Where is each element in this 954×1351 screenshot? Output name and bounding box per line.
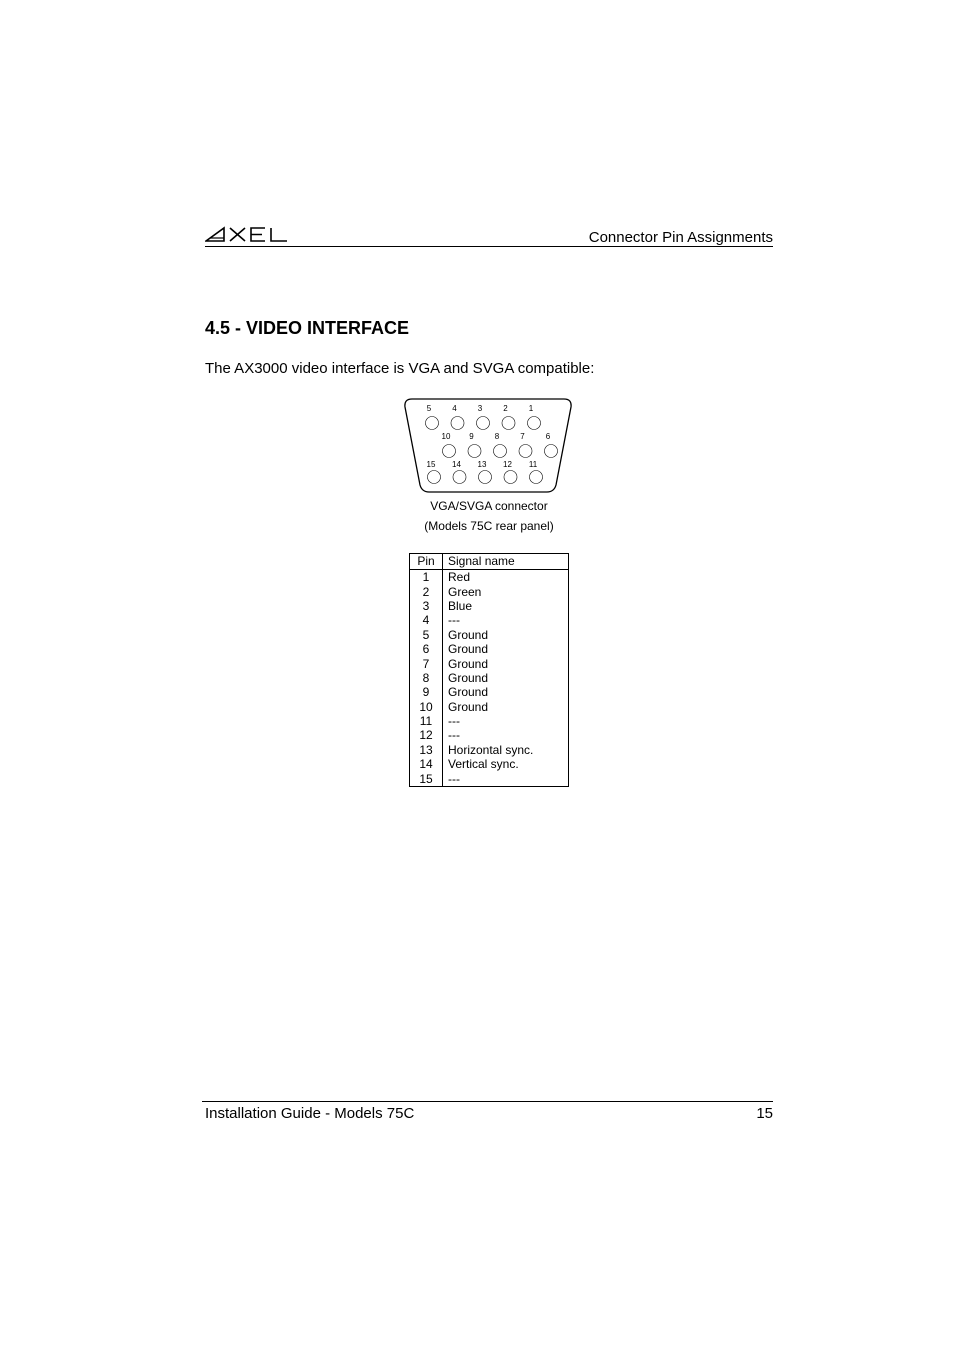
vga-connector-diagram bbox=[400, 395, 576, 495]
pin-label: 1 bbox=[528, 404, 534, 413]
table-row bbox=[410, 743, 569, 757]
pin-number: 9 bbox=[410, 685, 443, 699]
table-row bbox=[410, 685, 569, 699]
signal-name: Blue bbox=[448, 598, 473, 613]
signal-name: Red bbox=[448, 570, 471, 585]
signal-name: Green bbox=[448, 584, 482, 599]
pin-hole bbox=[502, 417, 515, 430]
connector-caption: VGA/SVGA connector bbox=[430, 499, 548, 513]
pin-hole bbox=[468, 445, 481, 458]
pin-hole bbox=[494, 445, 507, 458]
signal-name: Vertical sync. bbox=[448, 757, 519, 772]
pin-hole bbox=[519, 445, 532, 458]
pin-label: 10 bbox=[441, 432, 451, 441]
intro-text: The AX3000 video interface is VGA and SVGA compatible: bbox=[205, 360, 595, 377]
pin-hole bbox=[545, 445, 558, 458]
pin-label: 15 bbox=[426, 460, 436, 469]
signal-name: Ground bbox=[448, 699, 489, 714]
signal-name: --- bbox=[448, 613, 460, 628]
pin-number: 11 bbox=[410, 714, 443, 728]
pin-number: 3 bbox=[410, 599, 443, 613]
table-row bbox=[410, 656, 569, 670]
table-row bbox=[410, 642, 569, 656]
table-row bbox=[410, 599, 569, 613]
pin-hole bbox=[479, 471, 492, 484]
pin-number: 6 bbox=[410, 642, 443, 656]
header-title: Connector Pin Assignments bbox=[588, 229, 773, 246]
signal-name: Ground bbox=[448, 670, 489, 685]
table-row bbox=[410, 714, 569, 728]
table-row bbox=[410, 771, 569, 786]
table-row bbox=[410, 671, 569, 685]
section-title: 4.5 - VIDEO INTERFACE bbox=[205, 318, 410, 338]
pin-label: 6 bbox=[545, 432, 551, 441]
pin-number: 15 bbox=[410, 771, 443, 786]
signal-name: Ground bbox=[448, 656, 489, 671]
pin-number: 13 bbox=[410, 743, 443, 757]
pin-assignment-table bbox=[409, 553, 569, 787]
signal-name: --- bbox=[448, 728, 460, 743]
pin-hole bbox=[530, 471, 543, 484]
pin-label: 13 bbox=[477, 460, 487, 469]
pin-number: 4 bbox=[410, 613, 443, 627]
pin-hole bbox=[477, 417, 490, 430]
pin-label: 11 bbox=[528, 460, 538, 469]
pin-label: 7 bbox=[520, 432, 525, 441]
pin-row-1 bbox=[426, 404, 541, 430]
signal-name: Ground bbox=[448, 685, 489, 700]
header-pin: Pin bbox=[410, 554, 443, 570]
pin-label: 4 bbox=[452, 404, 457, 413]
pin-number: 10 bbox=[410, 700, 443, 714]
pin-label: 9 bbox=[469, 432, 474, 441]
connector-subcaption: (Models 75C rear panel) bbox=[424, 519, 554, 533]
page-header bbox=[205, 222, 773, 247]
pin-row-3 bbox=[427, 460, 543, 484]
pin-label: 12 bbox=[503, 460, 512, 469]
axel-logo bbox=[205, 226, 289, 243]
pin-row-2 bbox=[442, 432, 558, 458]
pin-label: 2 bbox=[503, 404, 508, 413]
pin-number: 2 bbox=[410, 584, 443, 598]
table-row bbox=[410, 613, 569, 627]
signal-name: Ground bbox=[448, 627, 489, 642]
table-row bbox=[410, 584, 569, 598]
table-row bbox=[410, 700, 569, 714]
page-footer bbox=[202, 1101, 773, 1132]
page-number: 15 bbox=[756, 1105, 773, 1122]
signal-name: --- bbox=[448, 714, 460, 729]
pin-hole bbox=[453, 471, 466, 484]
pin-label: 14 bbox=[452, 460, 461, 469]
pin-number: 14 bbox=[410, 757, 443, 771]
pin-label: 8 bbox=[494, 432, 500, 441]
table-row bbox=[410, 628, 569, 642]
pin-number: 8 bbox=[410, 671, 443, 685]
footer-guide-title: Installation Guide - Models 75C bbox=[205, 1105, 415, 1122]
pin-hole bbox=[426, 417, 439, 430]
table-row bbox=[410, 570, 569, 585]
pin-label: 5 bbox=[426, 404, 432, 413]
signal-name: --- bbox=[448, 771, 460, 786]
pin-hole bbox=[428, 471, 441, 484]
signal-name: Ground bbox=[448, 642, 489, 657]
pin-hole bbox=[451, 417, 464, 430]
pin-number: 1 bbox=[410, 570, 443, 585]
pin-number: 7 bbox=[410, 656, 443, 670]
table-header-row bbox=[410, 554, 569, 570]
pin-number: 12 bbox=[410, 728, 443, 742]
table-row bbox=[410, 757, 569, 771]
signal-name: Horizontal sync. bbox=[448, 742, 534, 757]
header-signal-name: Signal name bbox=[443, 554, 569, 570]
pin-hole bbox=[504, 471, 517, 484]
pin-hole bbox=[443, 445, 456, 458]
table-row bbox=[410, 728, 569, 742]
pin-hole bbox=[528, 417, 541, 430]
pin-label: 3 bbox=[477, 404, 483, 413]
pin-number: 5 bbox=[410, 628, 443, 642]
